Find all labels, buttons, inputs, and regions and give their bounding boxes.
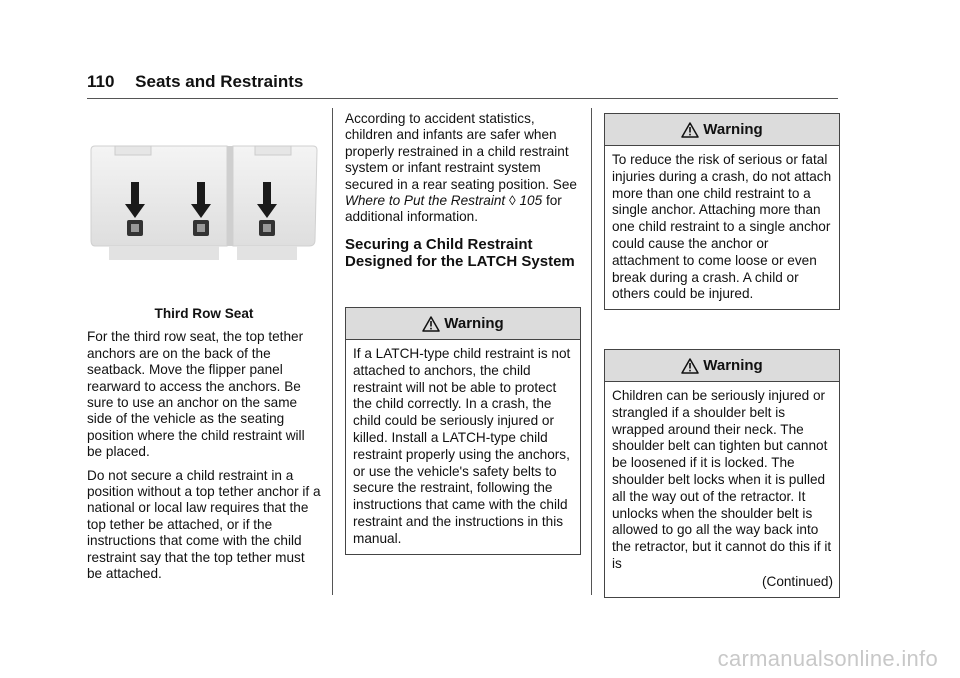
warning-box-single-anchor [604,113,840,310]
section-title: Seats and Restraints [135,72,304,91]
column-divider-2 [591,108,592,595]
warning-title: Warning [444,315,504,332]
warning-header [605,114,839,146]
column-1 [87,306,321,590]
warning-triangle-icon [422,316,440,332]
warning-title: Warning [703,121,763,138]
warning-triangle-icon [681,358,699,374]
warning-box-shoulder-belt [604,349,840,598]
running-header [87,72,303,92]
column-divider-1 [332,108,333,595]
warning-box-latch [345,307,581,555]
header-rule [87,98,838,99]
tether-anchor-icon [127,220,143,236]
column-2 [345,111,581,278]
intro-text: According to accident statistics, children and infants are safer when properly restrained in a child restraint system or infant restraint system secured in a rear seating position. See [345,111,577,192]
reference-page[interactable]: 105 [519,193,543,209]
section-heading: Securing a Child Restraint Designed for the LATCH System [345,235,575,270]
warning-header [605,350,839,382]
tether-anchor-icon [259,220,275,236]
cross-reference-link[interactable]: Where to Put the Restraint [345,193,506,209]
page-number: 110 [87,72,115,91]
tether-anchor-icon [193,220,209,236]
paragraph: Do not secure a child restraint in a position without a top tether anchor if a national or local law requires that the top tether be attached, or if the instructions that come with the child restraint say that the top tether must be attached. [87,467,321,582]
watermark: carmanualsonline.info [717,646,938,671]
warning-body: If a LATCH-type child restraint is not attached to anchors, the child restraint will not be able to protect the child correctly. In a crash, the child could be seriously injured or killed. Install a LATCH-type child restraint properly using the anchors, or use the vehicle's safety belts to secure the restraint, following the instructions that came with the child restraint and the instructions in this manual. [353,346,571,546]
third-row-seat-illustration [87,142,319,266]
continued-label: (Continued) [761,573,833,589]
intro-paragraph [345,111,581,226]
warning-triangle-icon [681,122,699,138]
warning-header [346,308,580,340]
paragraph: For the third row seat, the top tether anchors are on the back of the seatback. Move the flipper panel rearward to access the anchors. Be sure to use an anchor on the same side of the vehicle as the seating position where the child restraint will be placed. [87,329,305,460]
intro-text-end: for additional information. [345,193,562,225]
figure-caption: Third Row Seat [154,306,254,321]
reference-symbol: ◊ [508,193,516,209]
warning-body: To reduce the risk of serious or fatal injuries during a crash, do not attach more than one child restraint to a single anchor. Attaching more than one child restraint to a single anchor could cause the anchor or attachment to come loose or even break during a crash. A child or others could be injured. [612,152,832,302]
warning-body [605,382,839,597]
warning-text: Children can be seriously injured or strangled if a shoulder belt is wrapped around their neck. The shoulder belt can tighten but cannot be loosened if it is locked. The shoulder belt locks when it is pulled all the way out of the retractor. It unlocks when the shoulder belt is allowed to go all the way back into the retractor, but it cannot do this if it is [612,388,832,571]
warning-title: Warning [703,357,763,374]
